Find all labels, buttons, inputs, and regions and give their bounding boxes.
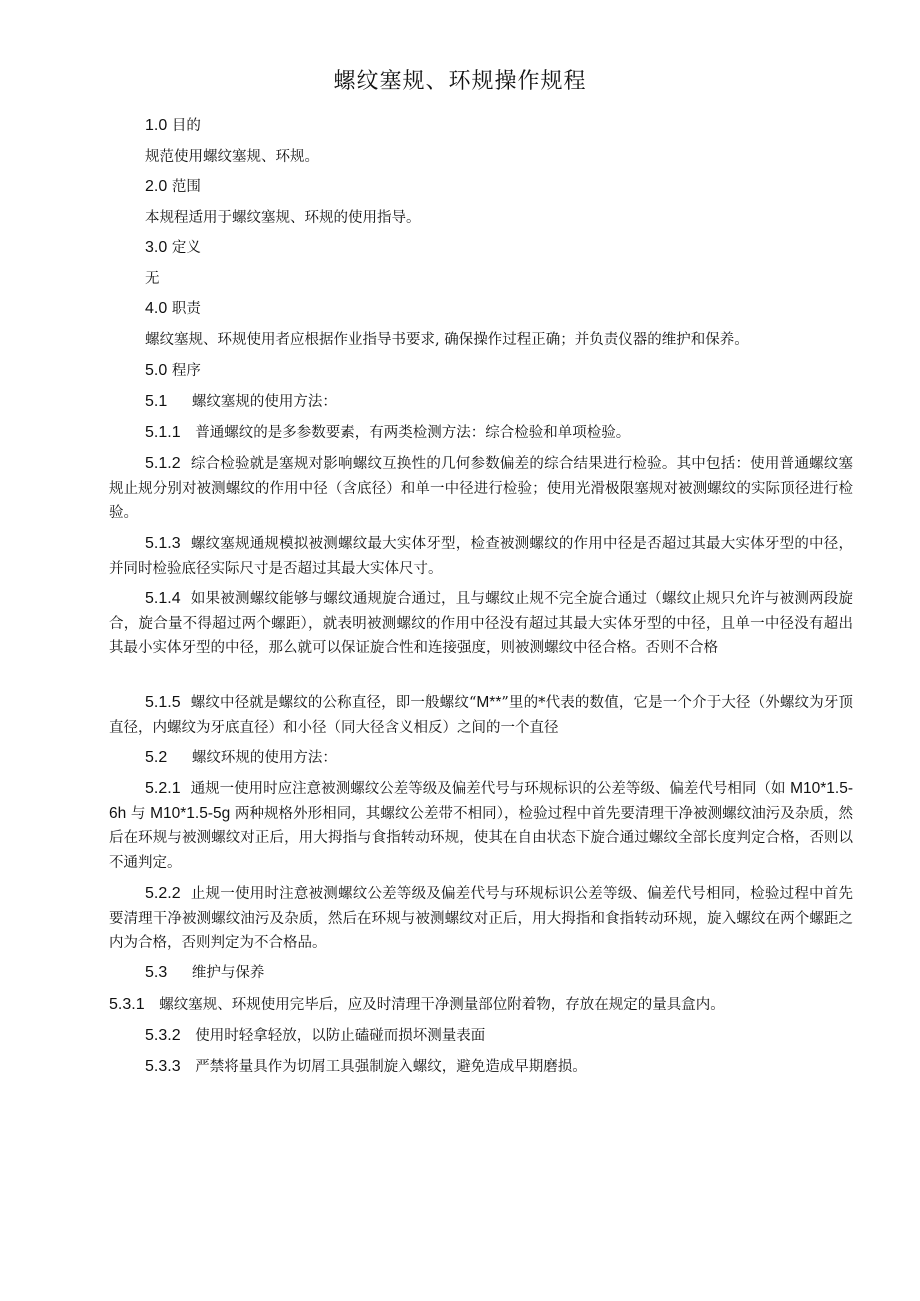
clause-text: 如果被测螺纹能够与螺纹通规旋合通过，且与螺纹止规不完全旋合通过（螺纹止规只允许与被测两段旋合，旋合量不得超过两个螺距），就表明被测螺纹的作用中径没有超过其最大实体牙型的中径，且单一中径没有超出其最小实体牙型的中径，那么就可以保证旋合性和连接强度，则被测螺纹中径合格。否则不合格 <box>109 591 853 656</box>
section-5-heading <box>145 359 201 383</box>
clause-text: ”里的*代表的数值，它是一个介于大径（外螺纹为牙顶直径，内螺纹为牙底直径）和小径（同大径含义相反）之间的一个直径 <box>109 695 853 736</box>
clause-number: 5.2.2 <box>145 885 181 902</box>
clause-5-3-3 <box>145 1055 587 1079</box>
clause-number: 5.1.3 <box>145 535 181 552</box>
section-5-1-heading <box>145 390 337 414</box>
clause-5-3-1 <box>109 993 725 1017</box>
section-number: 5.1 <box>145 393 168 410</box>
clause-text: 综合检验就是塞规对影响螺纹互换性的几何参数偏差的综合结果进行检验。其中包括：使用普通螺纹塞规止规分别对被测螺纹的作用中径（含底径）和单一中径进行检验；使用光滑极限塞规对被测螺纹的实际顶径进行检验。 <box>109 456 853 521</box>
clause-text: 与 <box>126 805 151 822</box>
section-number: 3.0 <box>145 239 168 256</box>
section-1-body: 规范使用螺纹塞规、环规。 <box>145 149 319 165</box>
section-3-body: 无 <box>145 271 160 287</box>
section-title: 目的 <box>171 118 201 134</box>
clause-text: 螺纹中径就是螺纹的公称直径，即一般螺纹“ <box>190 695 477 711</box>
clause-text: 普通螺纹的是多参数要素，有两类检测方法：综合检验和单项检验。 <box>195 425 631 441</box>
section-number: 5.0 <box>145 362 168 379</box>
section-title: 范围 <box>171 179 201 195</box>
section-5-3-heading <box>145 961 264 985</box>
section-number: 4.0 <box>145 300 168 317</box>
clause-5-2-2 <box>109 882 853 956</box>
clause-number: 5.3.1 <box>109 996 145 1013</box>
clause-5-3-2 <box>145 1024 485 1048</box>
section-title: 定义 <box>171 240 201 256</box>
thread-spec: M10*1.5-5g <box>150 804 231 822</box>
section-4-heading <box>145 297 201 321</box>
clause-5-1-5 <box>109 691 853 740</box>
section-1-heading <box>145 114 201 138</box>
thread-spec: M10*1.5-6h <box>109 780 853 822</box>
clause-number: 5.3.2 <box>145 1027 181 1044</box>
document-title: 螺纹塞规、环规操作规程 <box>333 69 587 94</box>
section-number: 2.0 <box>145 178 168 195</box>
clause-5-1-2 <box>109 452 853 526</box>
clause-5-1-3 <box>109 532 853 581</box>
clause-text: 使用时轻拿轻放，以防止磕碰而损坏测量表面 <box>195 1028 486 1044</box>
clause-5-1-4 <box>109 587 853 661</box>
section-number: 5.2 <box>145 749 168 766</box>
section-title: 程序 <box>171 363 201 379</box>
section-number: 1.0 <box>145 117 168 134</box>
clause-text: 螺纹塞规、环规使用完毕后，应及时清理干净测量部位附着物，存放在规定的量具盒内。 <box>159 997 725 1013</box>
clause-text: 通规一使用时应注意被测螺纹公差等级及偏差代号与环规标识的公差等级、偏差代号相同（如 <box>190 781 791 797</box>
section-title: 维护与保养 <box>191 965 265 981</box>
section-2-heading <box>145 175 201 199</box>
clause-text: 螺纹塞规通规模拟被测螺纹最大实体牙型，检查被测螺纹的作用中径是否超过其最大实体牙型的中径，并同时检验底径实际尺寸是否超过其最大实体尺寸。 <box>109 536 853 577</box>
section-title: 螺纹塞规的使用方法： <box>191 394 337 410</box>
clause-text: 止规一使用时注意被测螺纹公差等级及偏差代号与环规标识公差等级、偏差代号相同，检验过程中首先要清理干净被测螺纹油污及杂质，然后在环规与被测螺纹对正后，用大拇指和食指转动环规，旋入螺纹在两个螺距之内为合格，否则判定为不合格品。 <box>109 886 853 951</box>
section-number: 5.3 <box>145 964 168 981</box>
clause-number: 5.1.1 <box>145 424 181 441</box>
clause-number: 5.2.1 <box>145 780 181 797</box>
clause-number: 5.1.5 <box>145 694 181 711</box>
clause-number: 5.3.3 <box>145 1058 181 1075</box>
thread-code: M** <box>476 694 502 711</box>
clause-text: 两种规格外形相同，其螺纹公差带不相同），检验过程中首先要清理干净被测螺纹油污及杂质，然后在环规与被测螺纹对正后，用大拇指与食指转动环规，使其在自由状态下旋合通过螺纹全部长度判定合格，否则以不通判定。 <box>109 805 854 871</box>
clause-number: 5.1.4 <box>145 590 181 607</box>
section-4-body: 螺纹塞规、环规使用者应根据作业指导书要求, 确保操作过程正确；并负责仪器的维护和保养。 <box>145 332 749 348</box>
clause-5-1-1 <box>145 421 630 445</box>
section-5-2-heading <box>145 746 337 770</box>
clause-number: 5.1.2 <box>145 455 181 472</box>
clause-5-2-1 <box>109 777 853 875</box>
clause-text: 严禁将量具作为切屑工具强制旋入螺纹，避免造成早期磨损。 <box>195 1059 587 1075</box>
section-title: 职责 <box>171 301 201 317</box>
section-2-body: 本规程适用于螺纹塞规、环规的使用指导。 <box>145 210 421 226</box>
section-3-heading <box>145 236 201 260</box>
section-title: 螺纹环规的使用方法： <box>191 750 337 766</box>
